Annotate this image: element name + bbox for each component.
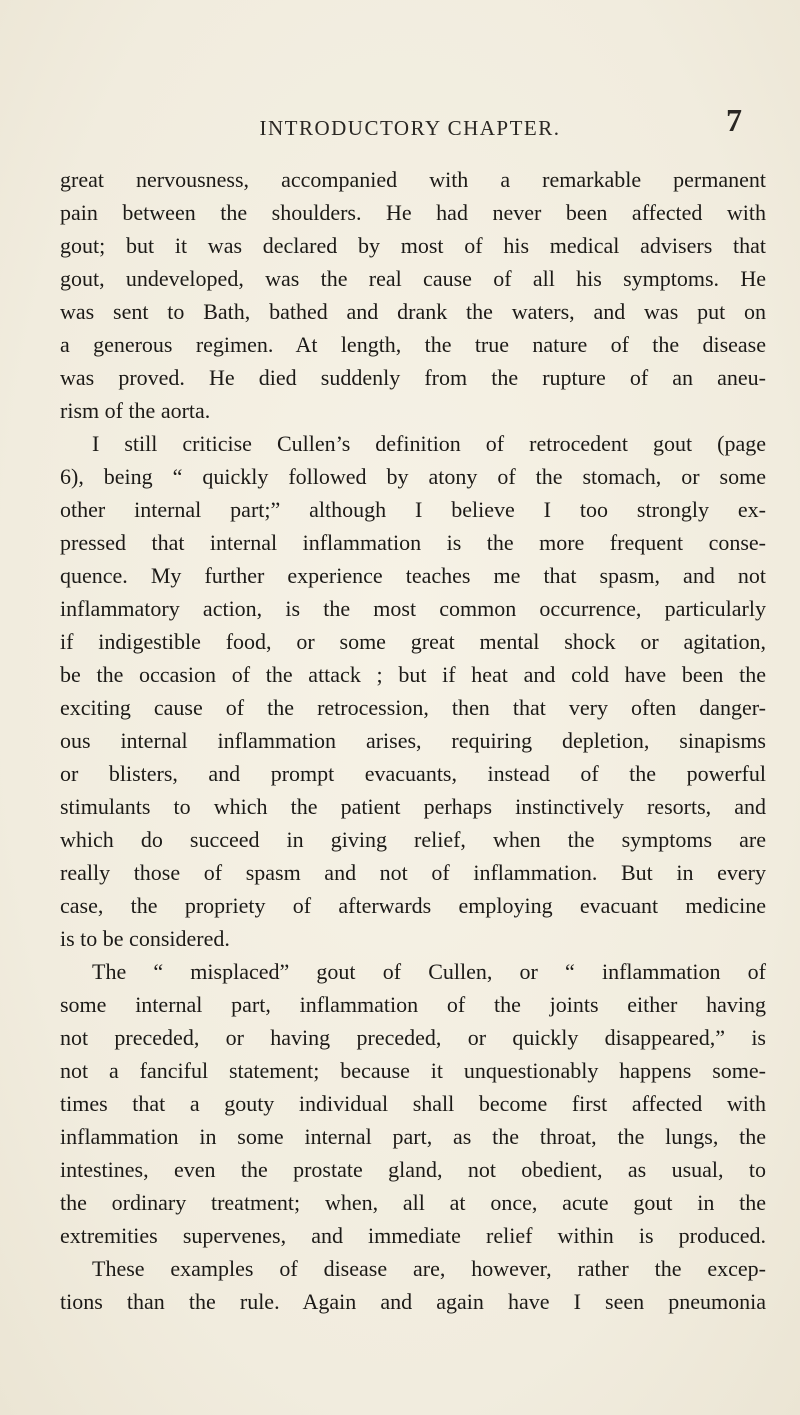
text-line: gout; but it was declared by most of his medical advisers that <box>60 233 766 258</box>
page-number: 7 <box>726 102 742 138</box>
text-line: be the occasion of the attack ; but if heat and cold have been the <box>60 662 766 687</box>
text-line: not a fanciful statement; because it unquestionably happens some- <box>60 1058 766 1083</box>
text-line: These examples of disease are, however, rather the excep- <box>92 1256 766 1281</box>
chapter-title: INTRODUCTORY CHAPTER. <box>259 116 561 140</box>
text-line: case, the propriety of afterwards employing evacuant medicine <box>60 893 766 918</box>
text-line: I still criticise Cullen’s definition of retrocedent gout (page <box>92 431 766 456</box>
text-line: inflammatory action, is the most common occurrence, particularly <box>60 596 766 621</box>
text-line: quence. My further experience teaches me that spasm, and not <box>60 563 766 588</box>
text-line: tions than the rule. Again and again have I seen pneumonia <box>60 1289 766 1314</box>
text-line: pain between the shoulders. He had never been affected with <box>60 200 766 225</box>
body-text <box>60 163 766 1318</box>
text-line: the ordinary treatment; when, all at once, acute gout in the <box>60 1190 766 1215</box>
paragraph-3 <box>60 955 766 1318</box>
text-line: extremities supervenes, and immediate relief within is produced. <box>60 1223 766 1248</box>
text-line: really those of spasm and not of inflammation. But in every <box>60 860 766 885</box>
text-line: was proved. He died suddenly from the rupture of an aneu- <box>60 365 766 390</box>
text-line: intestines, even the prostate gland, not obedient, as usual, to <box>60 1157 766 1182</box>
text-line: is to be considered. <box>60 926 230 951</box>
paragraph-1 <box>60 163 766 427</box>
text-line: exciting cause of the retrocession, then that very often danger- <box>60 695 766 720</box>
text-line: not preceded, or having preceded, or quickly disappeared,” is <box>60 1025 766 1050</box>
text-line: rism of the aorta. <box>60 398 211 423</box>
text-line: The “ misplaced” gout of Cullen, or “ inflammation of <box>92 959 766 984</box>
running-head <box>90 102 742 152</box>
text-line: stimulants to which the patient perhaps instinctively resorts, and <box>60 794 766 819</box>
text-line: times that a gouty individual shall become first affected with <box>60 1091 766 1116</box>
text-line: great nervousness, accompanied with a remarkable permanent <box>60 167 766 192</box>
text-line: was sent to Bath, bathed and drank the waters, and was put on <box>60 299 766 324</box>
paragraph-2 <box>60 427 766 955</box>
text-line: some internal part, inflammation of the joints either having <box>60 992 766 1017</box>
text-line: pressed that internal inflammation is the more frequent conse- <box>60 530 766 555</box>
text-line: or blisters, and prompt evacuants, instead of the powerful <box>60 761 766 786</box>
text-line: ous internal inflammation arises, requiring depletion, sinapisms <box>60 728 766 753</box>
text-line: other internal part;” although I believe I too strongly ex- <box>60 497 766 522</box>
text-line: 6), being “ quickly followed by atony of the stomach, or some <box>60 464 766 489</box>
text-line: if indigestible food, or some great mental shock or agitation, <box>60 629 766 654</box>
text-line: a generous regimen. At length, the true nature of the disease <box>60 332 766 357</box>
text-line: gout, undeveloped, was the real cause of all his symptoms. He <box>60 266 766 291</box>
text-line: inflammation in some internal part, as the throat, the lungs, the <box>60 1124 766 1149</box>
text-line: which do succeed in giving relief, when the symptoms are <box>60 827 766 852</box>
